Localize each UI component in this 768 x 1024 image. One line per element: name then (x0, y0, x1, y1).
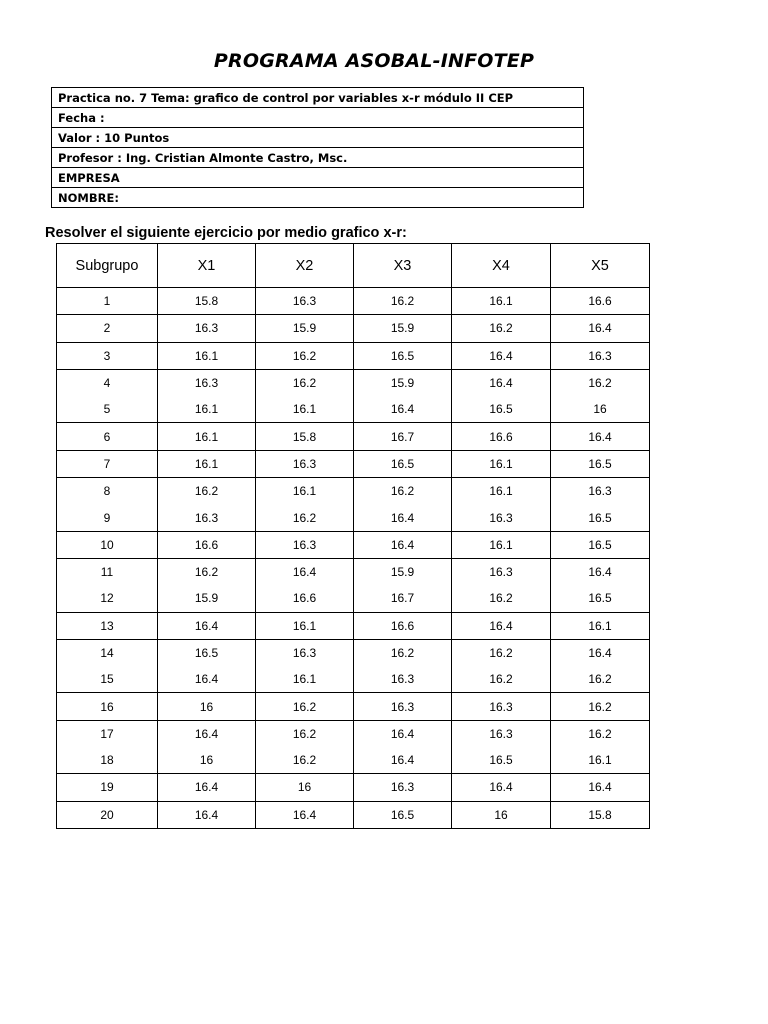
table-row (57, 504, 650, 531)
table-row (57, 639, 650, 666)
value-cell: 16.1 (452, 478, 551, 505)
subgroup-cell: 7 (57, 450, 158, 477)
subgroup-cell: 19 (57, 774, 158, 801)
value-cell: 16.3 (158, 315, 256, 342)
header-x5: X5 (551, 244, 650, 288)
data-table-body (57, 288, 650, 829)
value-cell: 15.9 (256, 315, 354, 342)
value-cell: 16.6 (452, 423, 551, 450)
info-table (51, 87, 584, 208)
value-cell: 16.1 (158, 396, 256, 423)
value-cell: 16.3 (256, 639, 354, 666)
value-cell: 16 (256, 774, 354, 801)
table-row (57, 720, 650, 747)
value-cell: 16.2 (158, 478, 256, 505)
table-row (57, 801, 650, 828)
value-cell: 16.4 (158, 612, 256, 639)
info-row-nombre (52, 188, 584, 208)
info-cell: NOMBRE: (52, 188, 584, 208)
info-row-valor (52, 128, 584, 148)
subgroup-cell: 6 (57, 423, 158, 450)
value-cell: 16.5 (551, 585, 650, 612)
value-cell: 16 (551, 396, 650, 423)
table-row (57, 558, 650, 585)
value-cell: 16.4 (158, 720, 256, 747)
value-cell: 16.4 (452, 369, 551, 396)
value-cell: 16.4 (256, 801, 354, 828)
value-cell: 16.1 (158, 450, 256, 477)
value-cell: 16.1 (256, 478, 354, 505)
value-cell: 16.3 (452, 720, 551, 747)
value-cell: 15.8 (551, 801, 650, 828)
info-row-profesor (52, 148, 584, 168)
value-cell: 16.5 (354, 801, 452, 828)
value-cell: 15.9 (354, 315, 452, 342)
subgroup-cell: 9 (57, 504, 158, 531)
value-cell: 16.5 (354, 450, 452, 477)
info-cell: Practica no. 7 Tema: grafico de control por variables x-r módulo II CEP (52, 88, 584, 108)
value-cell: 16 (158, 693, 256, 720)
value-cell: 15.9 (354, 369, 452, 396)
header-x1: X1 (158, 244, 256, 288)
value-cell: 15.8 (158, 288, 256, 315)
value-cell: 16.4 (354, 747, 452, 774)
value-cell: 16.2 (256, 747, 354, 774)
value-cell: 16.1 (452, 531, 551, 558)
subgroup-cell: 3 (57, 342, 158, 369)
value-cell: 16.4 (551, 423, 650, 450)
value-cell: 16.4 (551, 774, 650, 801)
value-cell: 16.4 (158, 666, 256, 693)
value-cell: 15.9 (158, 585, 256, 612)
value-cell: 16.3 (354, 693, 452, 720)
subgroup-cell: 20 (57, 801, 158, 828)
header-x2: X2 (256, 244, 354, 288)
subgroup-cell: 1 (57, 288, 158, 315)
value-cell: 16.2 (354, 288, 452, 315)
value-cell: 16.3 (256, 288, 354, 315)
value-cell: 16.4 (354, 504, 452, 531)
info-cell: Valor : 10 Puntos (52, 128, 584, 148)
subgroup-cell: 14 (57, 639, 158, 666)
instruction-text: Resolver el siguiente ejercicio por medio grafico x-r: (45, 225, 407, 241)
value-cell: 16.4 (158, 801, 256, 828)
value-cell: 16.3 (354, 774, 452, 801)
value-cell: 16.7 (354, 585, 452, 612)
subgroup-cell: 11 (57, 558, 158, 585)
value-cell: 16.2 (256, 693, 354, 720)
info-cell: EMPRESA (52, 168, 584, 188)
table-row (57, 666, 650, 693)
value-cell: 15.8 (256, 423, 354, 450)
header-x3: X3 (354, 244, 452, 288)
value-cell: 16.5 (354, 342, 452, 369)
value-cell: 16.2 (452, 666, 551, 693)
value-cell: 16.2 (551, 720, 650, 747)
value-cell: 16.2 (256, 342, 354, 369)
value-cell: 16.2 (256, 504, 354, 531)
table-row (57, 585, 650, 612)
value-cell: 16.2 (354, 639, 452, 666)
value-cell: 16.2 (551, 666, 650, 693)
subgroup-cell: 12 (57, 585, 158, 612)
subgroup-cell: 4 (57, 369, 158, 396)
subgroup-cell: 5 (57, 396, 158, 423)
value-cell: 16.2 (551, 369, 650, 396)
value-cell: 16 (158, 747, 256, 774)
subgroup-cell: 16 (57, 693, 158, 720)
value-cell: 16.3 (256, 450, 354, 477)
value-cell: 16.1 (551, 747, 650, 774)
value-cell: 16.2 (452, 585, 551, 612)
value-cell: 16.2 (551, 693, 650, 720)
table-row (57, 315, 650, 342)
data-table (56, 243, 650, 829)
value-cell: 16.1 (158, 423, 256, 450)
subgroup-cell: 10 (57, 531, 158, 558)
value-cell: 16.5 (158, 639, 256, 666)
header-row (57, 244, 650, 288)
subgroup-cell: 8 (57, 478, 158, 505)
value-cell: 16.4 (452, 342, 551, 369)
value-cell: 15.9 (354, 558, 452, 585)
value-cell: 16.4 (551, 558, 650, 585)
table-row (57, 531, 650, 558)
subgroup-cell: 2 (57, 315, 158, 342)
value-cell: 16.3 (256, 531, 354, 558)
value-cell: 16.2 (452, 639, 551, 666)
value-cell: 16.5 (551, 531, 650, 558)
value-cell: 16.4 (354, 396, 452, 423)
value-cell: 16.2 (354, 478, 452, 505)
value-cell: 16.3 (354, 666, 452, 693)
value-cell: 16.1 (551, 612, 650, 639)
value-cell: 16.3 (158, 504, 256, 531)
info-row-fecha (52, 108, 584, 128)
value-cell: 16.6 (256, 585, 354, 612)
table-row (57, 396, 650, 423)
header-subgrupo: Subgrupo (57, 244, 158, 288)
table-row (57, 288, 650, 315)
table-row (57, 369, 650, 396)
value-cell: 16.6 (551, 288, 650, 315)
page-title: PROGRAMA ASOBAL-INFOTEP (213, 50, 535, 72)
value-cell: 16.3 (551, 342, 650, 369)
value-cell: 16.1 (452, 288, 551, 315)
subgroup-cell: 15 (57, 666, 158, 693)
value-cell: 16.2 (256, 720, 354, 747)
value-cell: 16.3 (452, 504, 551, 531)
value-cell: 16.1 (256, 666, 354, 693)
header-x4: X4 (452, 244, 551, 288)
value-cell: 16.6 (158, 531, 256, 558)
value-cell: 16.1 (158, 342, 256, 369)
table-row (57, 342, 650, 369)
value-cell: 16.5 (452, 396, 551, 423)
value-cell: 16.1 (452, 450, 551, 477)
value-cell: 16.7 (354, 423, 452, 450)
value-cell: 16.4 (452, 774, 551, 801)
value-cell: 16.1 (256, 396, 354, 423)
value-cell: 16.3 (551, 478, 650, 505)
table-row (57, 478, 650, 505)
value-cell: 16.5 (452, 747, 551, 774)
value-cell: 16.4 (551, 639, 650, 666)
info-cell: Fecha : (52, 108, 584, 128)
value-cell: 16.1 (256, 612, 354, 639)
value-cell: 16.5 (551, 450, 650, 477)
info-cell: Profesor : Ing. Cristian Almonte Castro, Msc. (52, 148, 584, 168)
table-row (57, 747, 650, 774)
value-cell: 16.3 (452, 558, 551, 585)
info-row-practica (52, 88, 584, 108)
value-cell: 16.2 (452, 315, 551, 342)
value-cell: 16.6 (354, 612, 452, 639)
table-row (57, 423, 650, 450)
info-row-empresa (52, 168, 584, 188)
value-cell: 16.4 (354, 531, 452, 558)
table-row (57, 612, 650, 639)
value-cell: 16.4 (256, 558, 354, 585)
value-cell: 16 (452, 801, 551, 828)
value-cell: 16.3 (158, 369, 256, 396)
value-cell: 16.4 (158, 774, 256, 801)
value-cell: 16.4 (452, 612, 551, 639)
value-cell: 16.4 (551, 315, 650, 342)
value-cell: 16.3 (452, 693, 551, 720)
value-cell: 16.4 (354, 720, 452, 747)
table-row (57, 774, 650, 801)
subgroup-cell: 18 (57, 747, 158, 774)
value-cell: 16.2 (158, 558, 256, 585)
value-cell: 16.2 (256, 369, 354, 396)
value-cell: 16.5 (551, 504, 650, 531)
subgroup-cell: 13 (57, 612, 158, 639)
table-row (57, 450, 650, 477)
table-row (57, 693, 650, 720)
subgroup-cell: 17 (57, 720, 158, 747)
